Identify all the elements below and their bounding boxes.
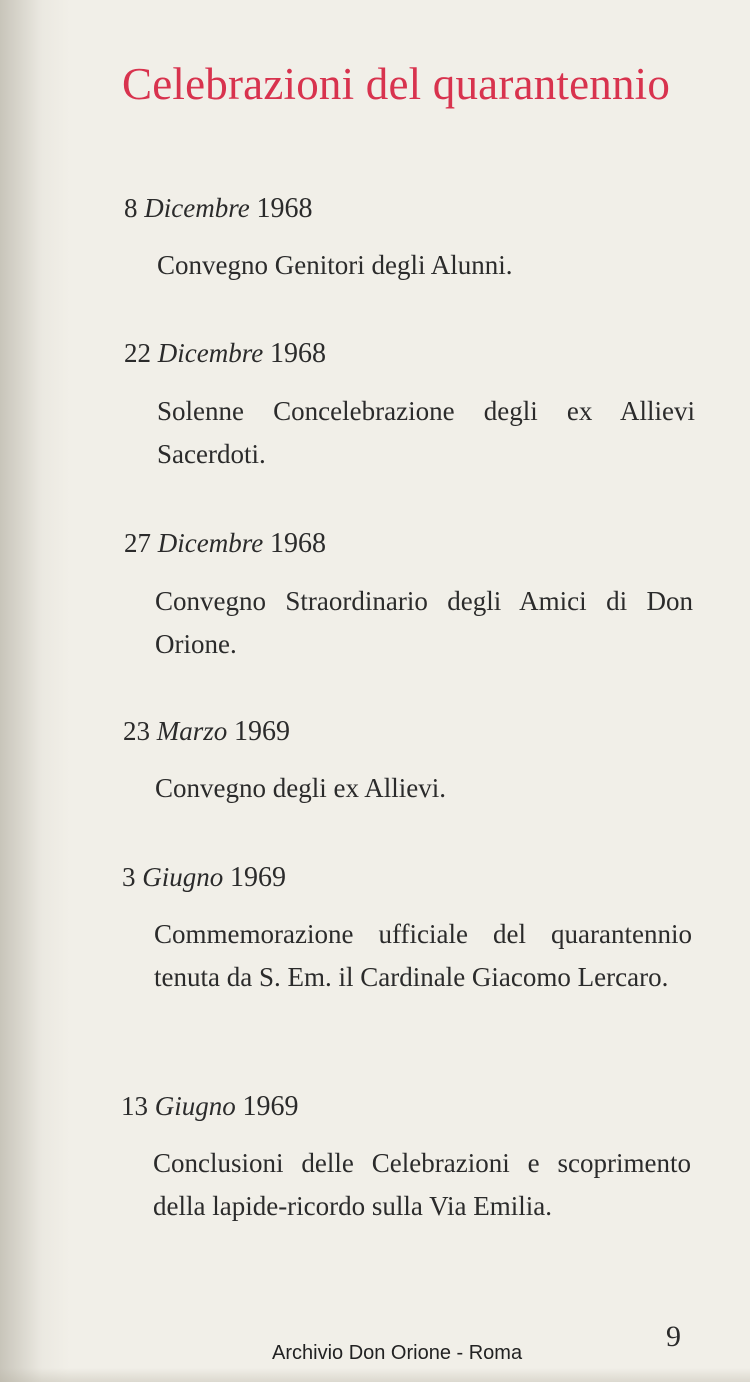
event-year: 1968 — [269, 528, 326, 559]
event-month: Marzo — [156, 716, 228, 746]
page-gutter-shadow — [0, 0, 70, 1382]
event-year: 1968 — [256, 193, 313, 224]
event-year: 1969 — [234, 716, 291, 747]
event-description: Convegno degli ex Allievi. — [155, 773, 446, 803]
page-number: 9 — [666, 1320, 681, 1353]
event-year: 1969 — [242, 1091, 299, 1122]
event-day: 3 — [122, 862, 136, 892]
event-month: Dicembre — [157, 528, 264, 558]
event-date — [122, 862, 286, 894]
event-description: Convegno Straordinario degli Amici di Don Orione. — [155, 586, 693, 659]
event-date — [124, 193, 312, 225]
event-description: Solenne Concelebrazione degli ex Allievi Sacerdoti. — [157, 396, 695, 469]
event-date — [124, 528, 326, 560]
event-description: Conclusioni delle Celebrazioni e scoprimento della lapide-ricordo sulla Via Emilia. — [153, 1148, 691, 1221]
event-month: Dicembre — [144, 193, 250, 223]
event-month: Giugno — [142, 862, 224, 892]
event-description: Commemorazione ufficiale del quarantennio tenuta da S. Em. il Cardinale Giacomo Lercaro. — [154, 919, 692, 992]
event-month: Dicembre — [157, 338, 264, 368]
event-date — [121, 1091, 299, 1123]
event-day: 22 — [124, 338, 151, 368]
archive-watermark: Archivio Don Orione - Roma — [272, 1342, 523, 1364]
event-year: 1969 — [230, 862, 286, 893]
page-title: Celebrazioni del quarantennio — [122, 59, 671, 109]
event-day: 27 — [124, 528, 151, 558]
event-day: 13 — [121, 1091, 148, 1121]
event-day: 8 — [124, 193, 138, 223]
event-date — [123, 716, 290, 748]
event-day: 23 — [123, 716, 150, 746]
event-month: Giugno — [154, 1091, 236, 1121]
page-bottom-edge — [0, 1368, 750, 1382]
event-year: 1968 — [269, 338, 326, 369]
event-date — [124, 338, 326, 370]
event-description: Convegno Genitori degli Alunni. — [157, 250, 513, 280]
